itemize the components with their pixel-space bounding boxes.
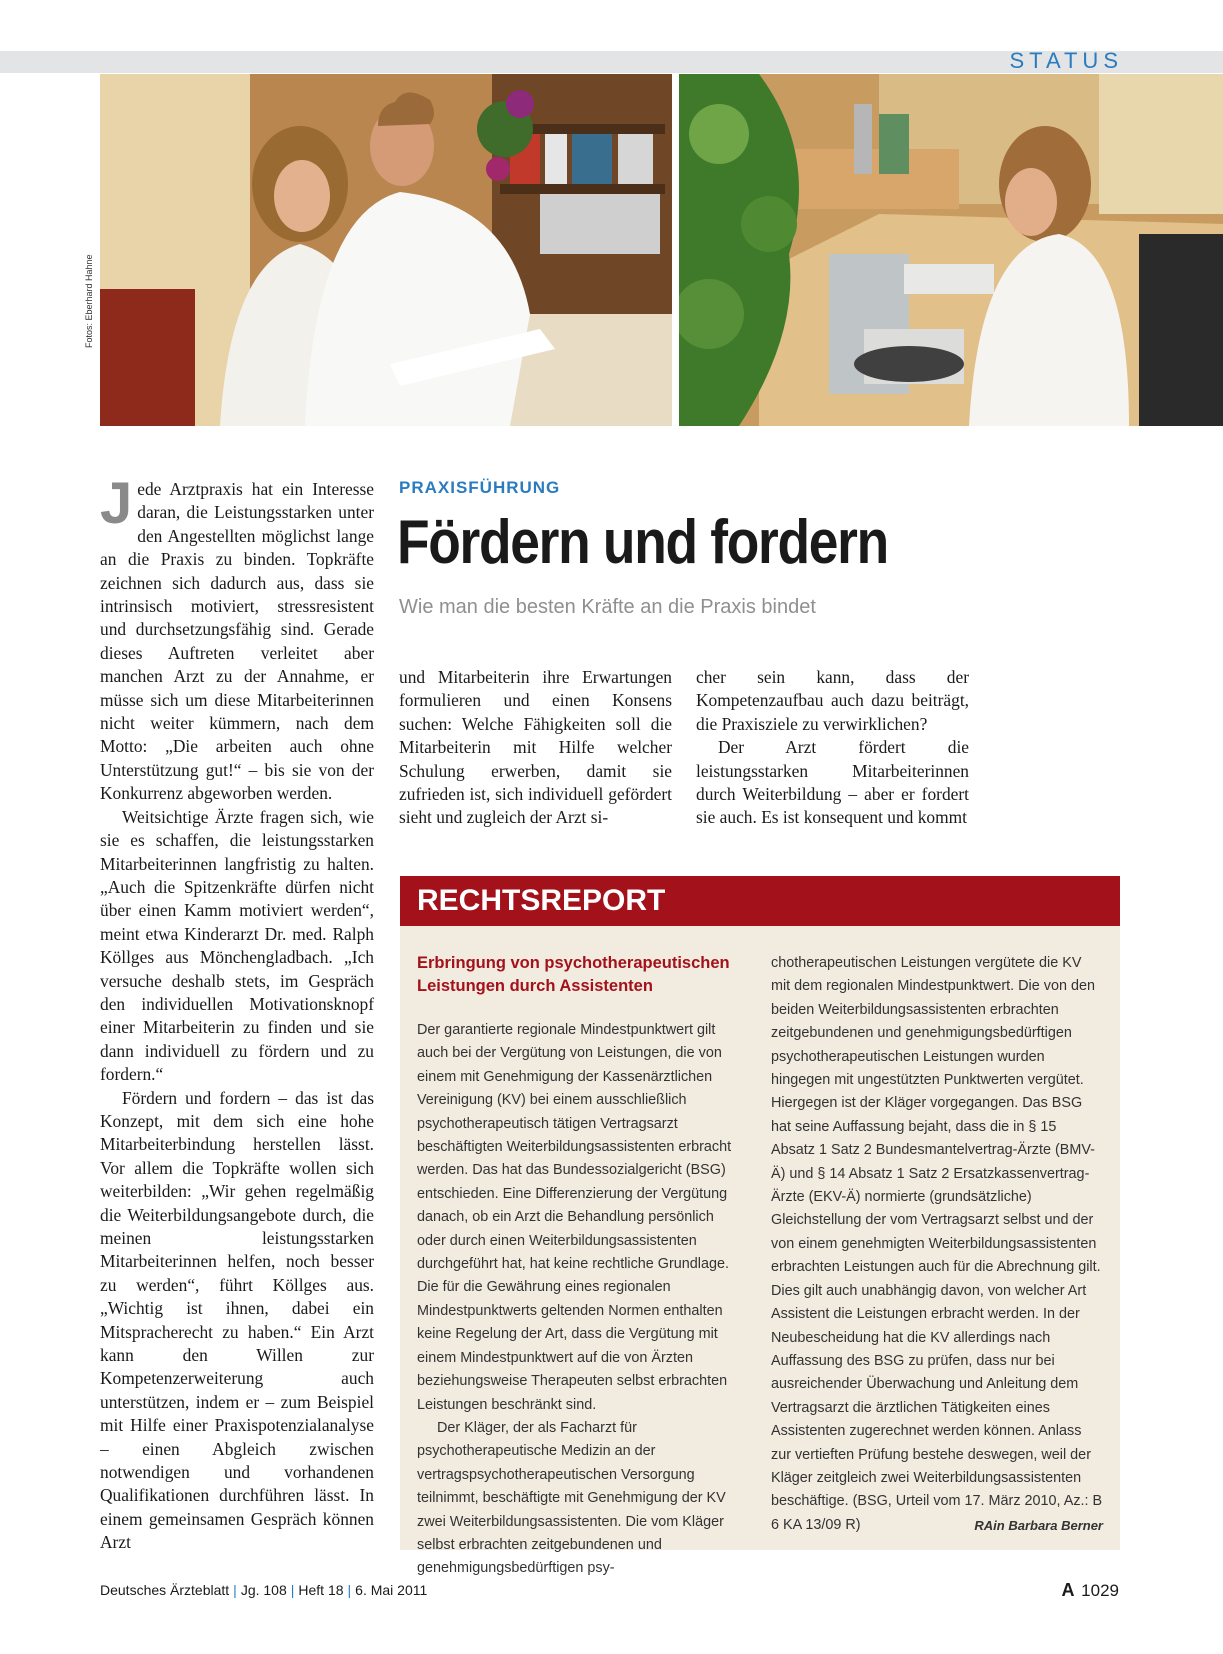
footer-separator: |	[290, 1582, 295, 1598]
footer-issue: Heft 18	[298, 1582, 344, 1598]
article-subheadline: Wie man die besten Kräfte an die Praxis bindet	[399, 596, 816, 618]
rechtsreport-heading: Erbringung von psychotherapeutischen Leistungen durch Assistenten	[417, 954, 730, 995]
footer-date: 6. Mai 2011	[355, 1582, 428, 1598]
page-prefix: A	[1061, 1580, 1075, 1600]
article-kicker: PRAXISFÜHRUNG	[399, 478, 561, 497]
article-paragraph	[100, 471, 374, 806]
photo-doctor-and-assistant	[100, 74, 672, 426]
photo-assistant-at-reception	[679, 74, 1223, 426]
article-column-left	[100, 471, 374, 1555]
photo-credit: Fotos: Eberhard Hahne	[84, 254, 94, 348]
photo-left-illustration	[100, 74, 672, 426]
rechtsreport-column-right	[771, 952, 1103, 1537]
rechtsreport-text: chotherapeutischen Leistungen vergütete die KV mit dem regionalen Mindestpunktwert. Die von den beiden Weiterbildungsassistenten erbrachten zeitgebundenen und genehmigungsbedürftigen psychotherapeutischen Leistungen wurden hingegen mit ungestützten Punktwerten vergütet. Hiergegen ist der Kläger vorgegangen. Das BSG hat seine Auffassung bejaht, dass die in § 15 Absatz 1 Satz 2 Bundesmantelvertrag-Ärzte (BMV-Ä) und § 14 Absatz 1 Satz 2 Ersatzkassenvertrag-Ärzte (EKV-Ä) normierte (grundsätzliche) Gleichstellung der vom Vertragsarzt selbst und der von einem genehmigten Weiterbildungsassistenten erbrachten Leistungen auch für die Abrechnung gilt. Dies gilt auch unabhängig davon, von welcher Art Assistent die Leistungen erbracht werden. In der Neubescheidung hat die KV allerdings nach Auffassung des BSG zu prüfen, dass nur bei ausreichender Überwachung und Anleitung dem Vertragsarzt die ärztlichen Tätigkeiten eines Assistenten zugerechnet werden können. Anlass zur vertieften Prüfung bestehe deswegen, weil der Kläger zeitgleich zwei Weiterbildungsassistenten beschäftige. (BSG, Urteil vom 17. März 2010, Az.: B 6 KA 13/09 R)	[771, 955, 1103, 1533]
article-text: ede Arztpraxis hat ein Interesse daran, die Leistungsstarken unter den Angestellten möglichst lange an die Praxis zu binden. Topkräfte zeichnen sich dadurch aus, dass sie intrinsisch motiviert, stressresistent und durchsetzungsfähig sind. Gerade dieses Auftreten verleitet aber manchen Arzt zu der Annahme, er müsse sich um diese Mitarbeiterinnen nicht weiter kümmern, nach dem Motto: „Die arbeiten auch ohne Unterstützung gut!“ – bis sie von der Konkurrenz abgeworben werden.	[100, 479, 374, 804]
rechtsreport-author: RAin Barbara Berner	[974, 1517, 1103, 1533]
article-paragraph: Der Arzt fördert die leistungsstarken Mitarbeiterinnen durch Weiterbildung – aber er fordert sie auch. Es ist konsequent und kommt	[696, 737, 969, 828]
article-paragraph: Fördern und fordern – das ist das Konzept, mit dem sich eine hohe Mitarbeiterbindung herstellen lässt. Vor allem die Topkräfte wollen sich weiterbilden: „Wir gehen regelmäßig die Weiterbildungsangebote durch, die meinen leistungsstarken Mitarbeiterinnen helfen, noch besser zu werden“, führt Köllges aus. „Wichtig ist ihnen, dabei ein Mitspracherecht zu haben.“ Ein Arzt kann den Willen zur Kompetenzerweiterung auch unterstützen, indem er – zum Beispiel mit Hilfe einer Praxispotenzialanalyse – einen Abgleich zwischen notwendigen und vorhandenen Qualifikationen durchführen lässt. In einem gemeinsamen Gespräch können Arzt	[100, 1087, 374, 1553]
footer-citation	[100, 1582, 427, 1598]
rechtsreport-title: RECHTSREPORT	[417, 884, 666, 917]
article-paragraph: und Mitarbeiterin ihre Erwartungen formulieren und einen Konsens suchen: Welche Fähigkeiten soll die Mitarbeiterin mit Hilfe welcher Schulung erwerben, damit sie zufrieden ist, sich individuell gefördert sieht und zugleich der Arzt si-	[399, 667, 672, 828]
footer-journal: Deutsches Ärzteblatt	[100, 1582, 230, 1598]
rechtsreport-column-left	[417, 952, 740, 1581]
drop-cap: J	[100, 471, 133, 536]
rechtsreport-paragraph: Der garantierte regionale Mindestpunktwert gilt auch bei der Vergütung von Leistungen, die von einem mit Genehmigung der Kassenärztlichen Vereinigung (KV) bei einem ausschließlich psychotherapeutisch tätigen Vertragsarzt beschäftigten Weiterbildungsassistenten erbracht werden. Das hat das Bundessozialgericht (BSG) entschieden. Eine Differenzierung der Vergütung danach, ob ein Arzt die Behandlung persönlich oder durch einen Weiterbildungsassistenten durchgeführt hat, hat keine rechtliche Grundlage. Die für die Gewährung eines regionalen Mindestpunktwerts geltenden Normen enthalten keine Regelung der Art, dass die Vergütung mit einem Mindestpunktwert auf die von Ärzten beziehungsweise Therapeuten selbst erbrachten Leistungen beschränkt sind.	[417, 1022, 732, 1413]
footer-separator: |	[347, 1582, 352, 1598]
article-paragraph: Weitsichtige Ärzte fragen sich, wie sie es schaffen, die leistungsstarken Mitarbeiterinnen langfristig zu halten. „Auch die Spitzenkräfte dürfen nicht über einen Kamm motiviert werden“, meint etwa Kinderarzt Dr. med. Ralph Köllges aus Mönchengladbach. „Ich versuche deshalb stets, im Gespräch den individuellen Motivationsknopf einer Mitarbeiterin zu finden und sie dann individuell zu fördern und zu fordern.“	[100, 806, 374, 1085]
article-column-right	[696, 666, 969, 830]
footer-separator: |	[233, 1582, 237, 1598]
footer-volume: Jg. 108	[240, 1582, 287, 1598]
rechtsreport-paragraph	[771, 952, 1103, 1537]
page-number-value: 1029	[1081, 1581, 1119, 1600]
section-label: STATUS	[1009, 48, 1123, 73]
article-paragraph: cher sein kann, dass der Kompetenzaufbau auch dazu beiträgt, die Praxisziele zu verwirklichen?	[696, 667, 969, 734]
page-number	[1061, 1580, 1119, 1601]
rechtsreport-paragraph: Der Kläger, der als Facharzt für psychotherapeutische Medizin an der vertragspsychotherapeutischen Versorgung teilnimmt, beschäftigte mit Genehmigung der KV zwei Weiterbildungsassistenten. Die vom Kläger selbst erbrachten zeitgebundenen und genehmigungsbedürftigen psy-	[417, 1419, 726, 1577]
photo-right-illustration	[679, 74, 1223, 426]
article-column-middle	[399, 666, 672, 830]
article-headline: Fördern und fordern	[397, 508, 888, 577]
